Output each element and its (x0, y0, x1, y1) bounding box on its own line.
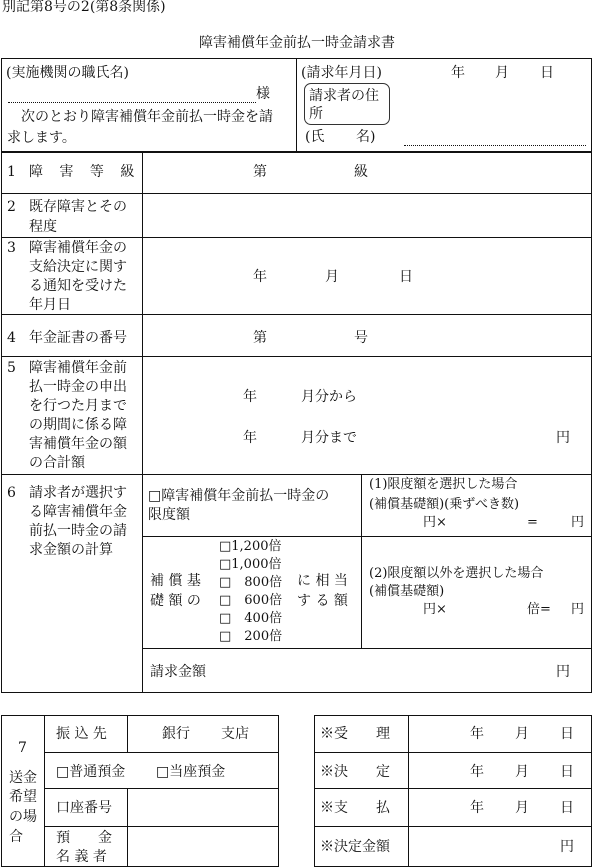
form-title: 障害補償年金前払一時金請求書 (199, 35, 395, 51)
sama-label: 様 (256, 86, 270, 102)
multiplier-choice[interactable]: □ 600倍 (219, 593, 283, 608)
multiplier-choice[interactable]: □ 800倍 (219, 575, 283, 590)
multiplier-choice[interactable]: □1,000倍 (219, 557, 282, 572)
checkbox-current-deposit[interactable]: □当座預金 (156, 764, 226, 780)
request-date-label: (請求年月日) (301, 65, 382, 81)
limit-option-label-1: □障害補償年金前払一時金の (148, 488, 330, 504)
name-label-close: 名) (356, 129, 376, 145)
name-label-open: (氏 (305, 129, 325, 145)
org-label: (実施機関の職氏名) (6, 65, 129, 81)
row2-label-2: 程度 (29, 219, 57, 235)
limit-option-label-2: 限度額 (148, 507, 190, 523)
multiplier-choice[interactable]: □ 400倍 (219, 611, 283, 626)
row4-label: 年金証書の番号 (29, 330, 127, 346)
address-label-2: 所 (309, 106, 323, 122)
multiplier-choice[interactable]: □ 200倍 (219, 629, 283, 644)
multiplier-choice[interactable]: □1,200倍 (219, 539, 282, 554)
checkbox-ordinary-deposit[interactable]: □普通預金 (56, 764, 126, 780)
address-label-1: 請求者の住 (309, 88, 379, 104)
row2-label-1: 既存障害とその (29, 199, 127, 215)
document-reference: 別記第8号の2(第8条関係) (2, 0, 166, 15)
intro-line-1: 次のとおり障害補償年金前払一時金を請 (21, 109, 273, 125)
total-amount-label: 請求金額 (150, 664, 206, 680)
row1-label: 障 害 等 級 (29, 164, 141, 180)
intro-line-2: 求します。 (7, 130, 76, 146)
